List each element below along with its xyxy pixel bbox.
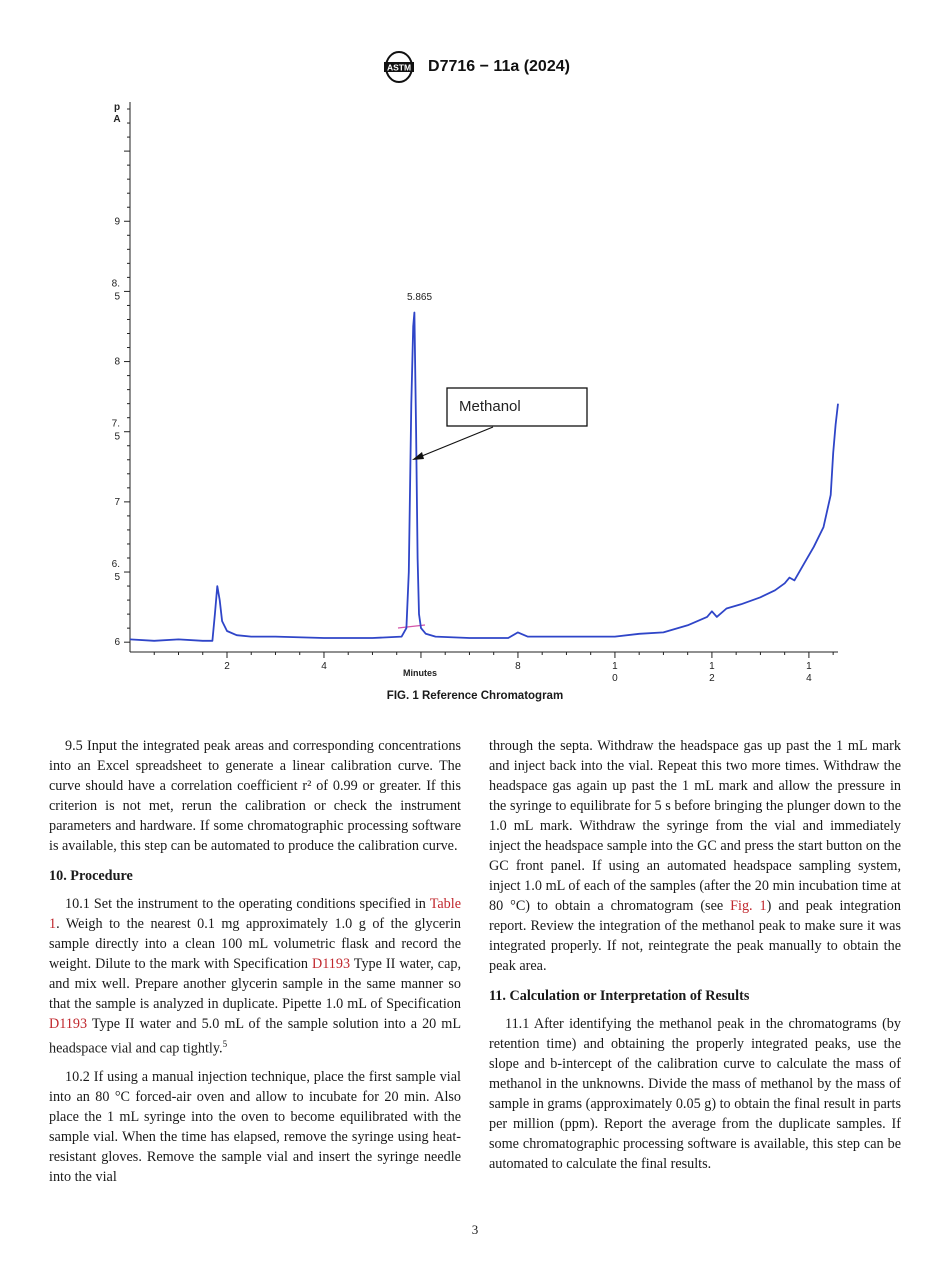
x-tick-label: 1 2 xyxy=(709,661,715,684)
x-tick-label: 1 0 xyxy=(612,661,618,684)
paragraph-10-2: 10.2 If using a manual injection technique, place the first sample vial into an 80 °C forced-air oven and allow to incubate for 20 min. Also place the 1 mL syringe into the oven to become equilibrated with the sample vial. When the time has elapsed, remove the syringe using heat-resistant gloves. Remove the sample vial and insert the syringe needle into the vial xyxy=(49,1068,461,1185)
d1193-link-2[interactable]: D1193 xyxy=(49,1016,88,1032)
y-axis-label-2: A xyxy=(113,114,121,125)
fig-1-link[interactable]: Fig. 1 xyxy=(730,898,767,914)
peak-retention-label: 5.865 xyxy=(407,292,433,303)
section-heading-11: 11. Calculation or Interpretation of Results xyxy=(489,988,750,1004)
annotation-arrow xyxy=(417,427,493,458)
y-tick-label: 7. 5 xyxy=(111,418,120,443)
y-tick-labels xyxy=(112,216,121,648)
x-tick-labels xyxy=(224,661,812,684)
x-tick-label: 4 xyxy=(321,661,327,672)
x-tick-label: 8 xyxy=(515,661,521,672)
section-heading-10: 10. Procedure xyxy=(49,868,133,884)
text: ) and peak integration report. Review the integration of the methanol peak to make sure it was integrated properly. If not, reintegrate the peak manually to obtain the peak area. xyxy=(489,898,901,974)
document-designation: D7716 − 11a (2024) xyxy=(428,58,570,75)
text: through the septa. Withdraw the headspace gas up past the 1 mL mark and inject back into the vial. Repeat this two more times. Withdraw the headspace gas again up past the 1 mL mark and allow the pressure in the syringe to equilibrate for 5 s before bringing the plunger down to the 1.0 mL mark. Withdraw the syringe from the vial and immediately inject the headspace sample into the GC and press the start button on the GC front panel. If using an automated headspace sampling system, inject 1.0 mL of each of the samples (after the 20 min incubation time at 80 °C) to obtain a chromatogram (see xyxy=(489,738,901,914)
footnote-marker: 5 xyxy=(222,1039,228,1049)
y-tick-label: 6. 5 xyxy=(111,559,120,584)
y-tick-label: 7 xyxy=(114,496,120,508)
astm-logo-text: ASTM xyxy=(387,62,412,73)
x-axis-label: Minutes xyxy=(402,668,438,678)
figure-caption: FIG. 1 Reference Chromatogram xyxy=(386,690,564,702)
right-column xyxy=(489,736,901,1182)
chart-axes xyxy=(124,102,838,658)
text: Type II water and 5.0 mL of the sample solution into a 20 mL headspace vial and cap tightly. xyxy=(49,1016,461,1057)
table-1-link[interactable]: Table 1 xyxy=(49,896,461,932)
text: 10.1 Set the instrument to the operating conditions specified in xyxy=(65,896,430,912)
x-tick-label: 2 xyxy=(224,661,230,672)
paragraph-11-1: 11.1 After identifying the methanol peak in the chromatograms (by retention time) and obtaining the properly integrated peaks, use the slope and b-intercept of the calibration curve to calculate the mass of methanol in the unknowns. Divide the mass of methanol by the mass of sample in grams (approximately 0.05 g) to obtain the final result in parts per million (ppm). Report the average from the duplicate samples. If some chromatographic processing software is available, this step can be automated to calculate the final results. xyxy=(489,1016,901,1172)
y-tick-label: 8 xyxy=(114,356,120,368)
left-column xyxy=(49,736,461,1195)
paragraph-10-2-continued xyxy=(489,736,901,976)
text: Type II water, cap, and mix well. Prepare another glycerin sample in the same manner so that the sample is analyzed in duplicate. Pipette 1.0 mL of Specification xyxy=(49,956,462,1012)
page-number: 3 xyxy=(471,1222,479,1237)
y-tick-label: 6 xyxy=(114,637,120,649)
reference-chromatogram xyxy=(0,90,950,690)
text: . Weigh to the nearest 0.1 mg approximately 1.0 g of the glycerin sample directly into a clean 100 mL volumetric flask and record the weight. Dilute to the mark with Specification xyxy=(49,916,461,972)
annotation-label: Methanol xyxy=(459,398,521,415)
paragraph-10-1 xyxy=(49,894,461,1059)
x-tick-label: 1 4 xyxy=(806,661,812,684)
y-tick-label: 8. 5 xyxy=(111,278,120,303)
astm-logo-icon xyxy=(380,50,418,84)
y-axis-label: p xyxy=(113,102,121,113)
d1193-link[interactable]: D1193 xyxy=(311,956,351,972)
paragraph-9-5: 9.5 Input the integrated peak areas and corresponding concentrations into an Excel spreadsheet to generate a linear calibration curve. The curve should have a correlation coefficient r² of 0.99 or greater. If this criterion is not met, rerun the calibration or check the instrument parameters and hardware. If some chromatographic processing software is available, this step can be automated to produce the calibration curve. xyxy=(49,738,461,854)
y-tick-label: 9 xyxy=(114,216,120,228)
page-header xyxy=(0,50,950,84)
chromatogram-trace xyxy=(130,313,838,641)
arrow-head-icon xyxy=(412,452,424,460)
